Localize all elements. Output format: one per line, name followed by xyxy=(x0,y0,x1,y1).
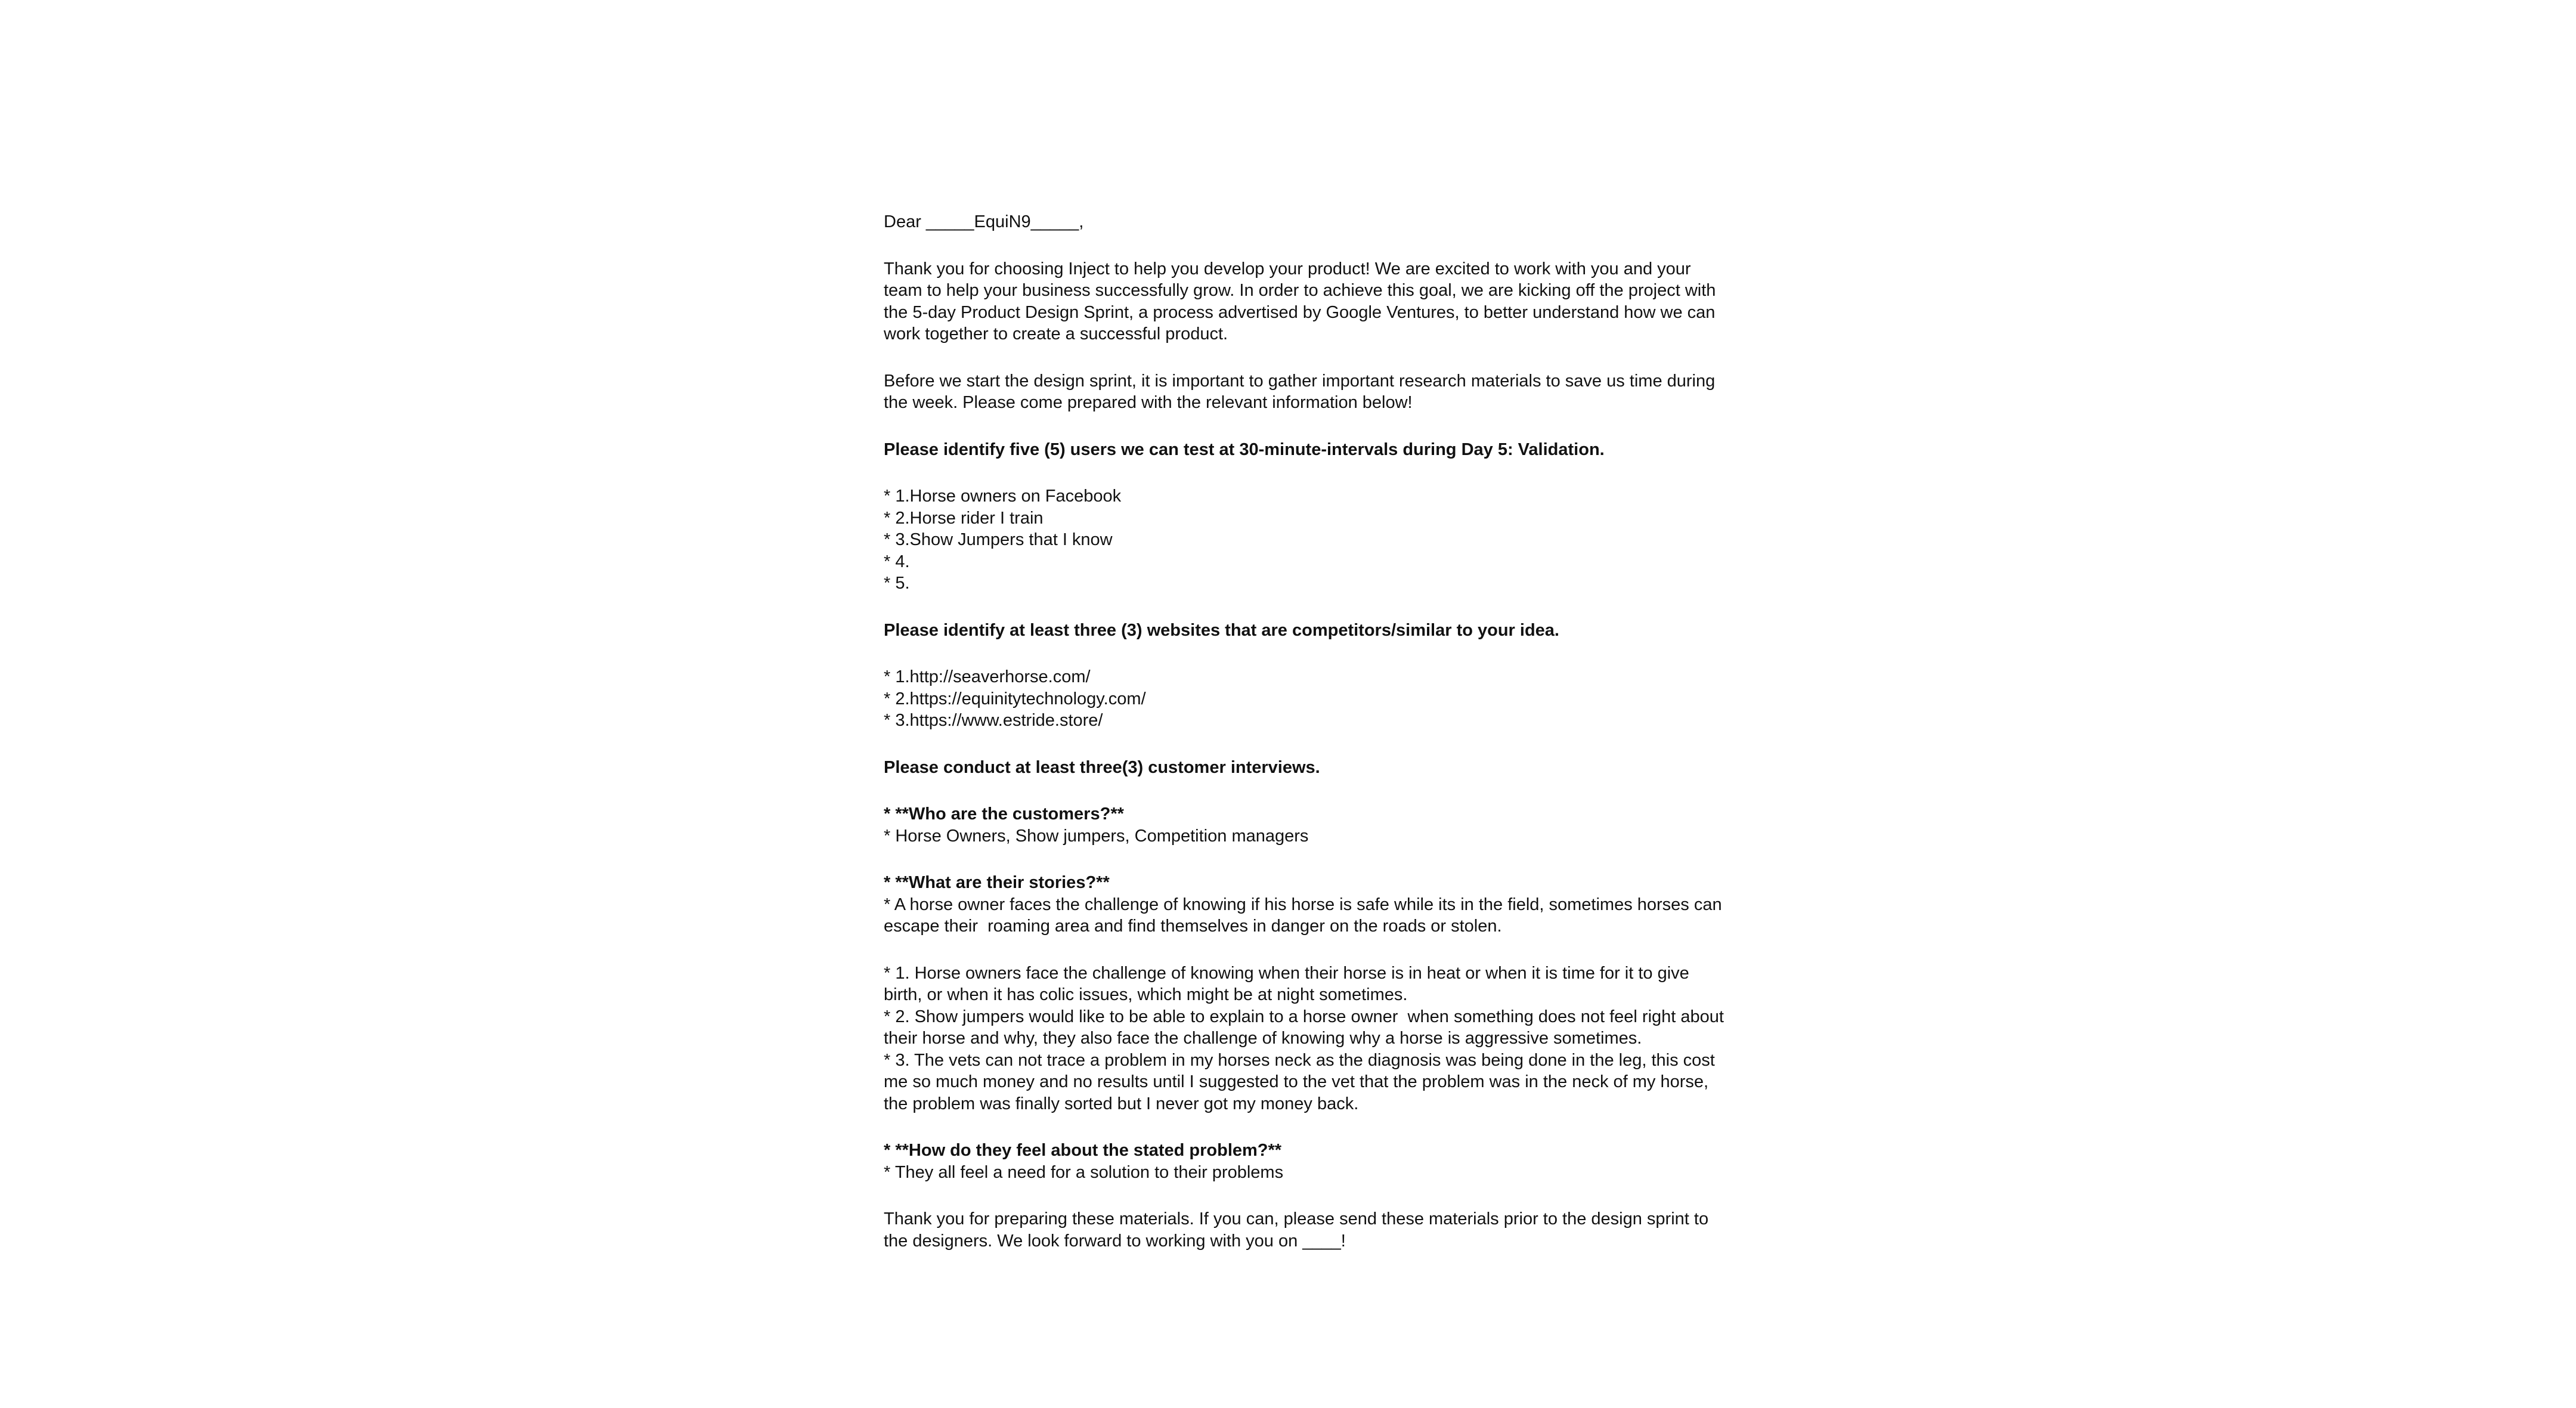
letter-document xyxy=(884,211,1729,1277)
list-item: * 3.Show Jumpers that I know xyxy=(884,530,1113,549)
list-item: * 2.https://equinitytechnology.com/ xyxy=(884,689,1146,708)
competitors-heading: Please identify at least three (3) websites that are competitors/similar to your idea. xyxy=(884,620,1559,640)
stories-question: * **What are their stories?** xyxy=(884,873,1110,892)
customers-answer: * Horse Owners, Show jumpers, Competition managers xyxy=(884,826,1309,846)
customers-block xyxy=(884,803,1724,847)
list-item: * 5. xyxy=(884,574,910,593)
list-item: * 3.https://www.estride.store/ xyxy=(884,711,1103,730)
users-list xyxy=(884,485,1724,595)
list-item: * 4. xyxy=(884,552,910,571)
users-heading: Please identify five (5) users we can test at 30-minute-intervals during Day 5: Validation. xyxy=(884,440,1605,459)
stories-block xyxy=(884,872,1727,937)
stories-list xyxy=(884,963,1729,1115)
list-item: * 2. Show jumpers would like to be able to explain to a horse owner when something does not feel right about their horse and why, they also face the challenge of knowing why a horse is aggressive sometimes. xyxy=(884,1007,1729,1048)
feel-answer: * They all feel a need for a solution to their problems xyxy=(884,1162,1284,1182)
interviews-heading: Please conduct at least three(3) customer interviews. xyxy=(884,757,1320,777)
feel-question: * **How do they feel about the stated problem?** xyxy=(884,1141,1282,1160)
intro-paragraph: Thank you for choosing Inject to help you develop your product! We are excited to work with you and your team to help your business successfully grow. In order to achieve this goal, we are kicking off the project with the 5-day Product Design Sprint, a process advertised by Google Ventures, to better understand how we can work together to create a successful product. xyxy=(884,259,1716,344)
list-item: * 2.Horse rider I train xyxy=(884,508,1044,528)
competitors-list xyxy=(884,666,1724,732)
customers-question: * **Who are the customers?** xyxy=(884,804,1124,824)
list-item: * 1.Horse owners on Facebook xyxy=(884,487,1122,506)
list-item: * 1. Horse owners face the challenge of knowing when their horse is in heat or when it is time for it to give birth, or when it has colic issues, which might be at night sometimes. xyxy=(884,963,1694,1004)
feel-block xyxy=(884,1140,1724,1183)
list-item: * 3. The vets can not trace a problem in my horses neck as the diagnosis was being done in the leg, this cost me so much money and no results until I suggested to the vet that the problem was in the neck of my horse, the problem was finally sorted but I never got my money back. xyxy=(884,1050,1720,1113)
greeting: Dear _____EquiN9_____, xyxy=(884,212,1084,231)
list-item: * 1.http://seaverhorse.com/ xyxy=(884,667,1091,686)
stories-answer: * A horse owner faces the challenge of knowing if his horse is safe while its in the field, sometimes horses can escape their roaming area and find themselves in danger on the roads or stolen. xyxy=(884,895,1727,936)
closing-paragraph: Thank you for preparing these materials. If you can, please send these materials prior to the design sprint to the designers. We look forward to working with you on ____! xyxy=(884,1209,1709,1251)
prep-paragraph: Before we start the design sprint, it is important to gather important research materials to save us time during the week. Please come prepared with the relevant information below! xyxy=(884,371,1716,412)
